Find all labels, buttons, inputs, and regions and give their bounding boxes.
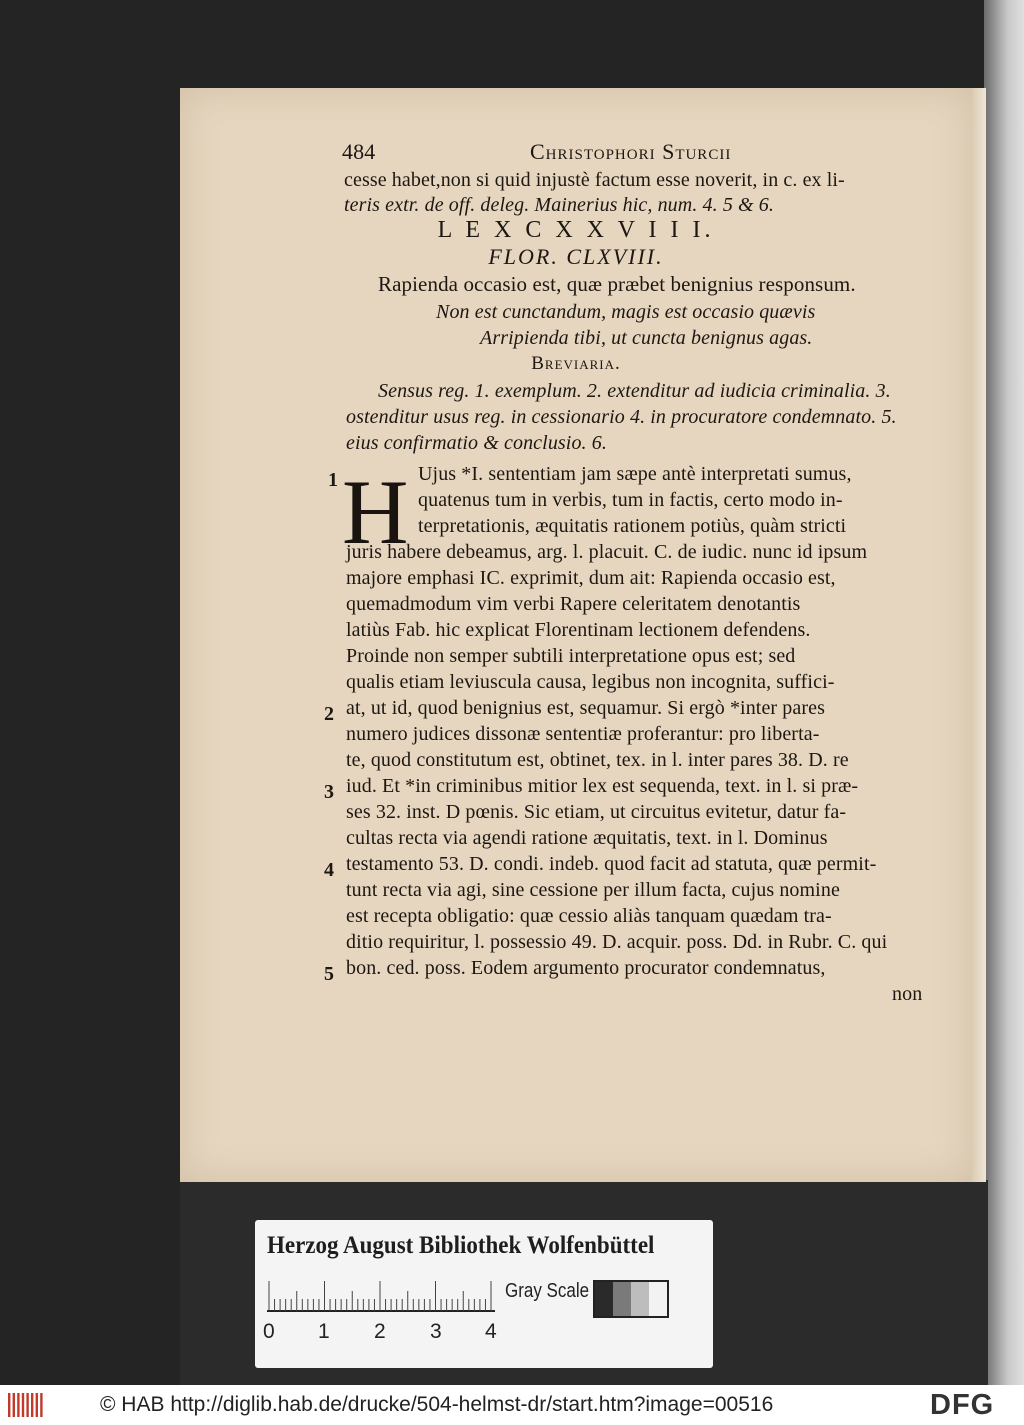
body-line: Proinde non semper subtili interpretatione opus est; sed: [346, 645, 796, 667]
body-line: iud. Et *in criminibus mitior lex est sequenda, text. in l. si præ-: [346, 775, 859, 797]
ruler-number: 2: [374, 1320, 386, 1343]
stripe: [31, 1393, 33, 1417]
page-text: [180, 88, 972, 1182]
gray-scale-swatch: [593, 1280, 669, 1318]
running-title: Christophori Sturcii: [530, 139, 732, 164]
ruler-number: 0: [263, 1320, 275, 1343]
body-line: quatenus tum in verbis, tum in factis, certo modo in-: [418, 489, 843, 511]
body-line: est recepta obligatio: quæ cessio aliàs tanquam quædam tra-: [346, 905, 832, 927]
body-line: tunt recta via agi, sine cessione per illum facta, cujus nomine: [346, 879, 840, 901]
body-line: latiùs Fab. hic explicat Florentinam lectionem defendens.: [346, 619, 811, 641]
body-line: at, ut id, quod benignius est, sequamur. Si ergò *inter pares: [346, 697, 825, 719]
dfg-logo: DFG: [930, 1389, 995, 1421]
flor-heading: FLOR. CLXVIII.: [488, 244, 664, 269]
ruler-number: 4: [485, 1320, 497, 1343]
catchword: non: [892, 983, 923, 1005]
breviaria-line: ostenditur usus reg. in cessionario 4. in procuratore condemnato. 5.: [346, 406, 897, 428]
body-line: testamento 53. D. condi. indeb. quod facit ad statuta, quæ permit-: [346, 853, 877, 875]
body-line: te, quod constitutum est, obtinet, tex. in l. inter pares 38. D. re: [346, 749, 849, 771]
rule-line: Rapienda occasio est, quæ præbet benignius responsum.: [378, 272, 856, 296]
body-line: majore emphasi IC. exprimit, dum ait: Rapienda occasio est,: [346, 567, 836, 589]
body-line: qualis etiam leviuscula causa, legibus non incognita, suffici-: [346, 671, 835, 693]
page-number: 484: [342, 139, 376, 164]
calibration-label: [255, 1220, 713, 1368]
text-line: teris extr. de off. deleg. Mainerius hic, num. 4. 5 & 6.: [344, 194, 774, 216]
breviaria-line: Sensus reg. 1. exemplum. 2. extenditur ad iudicia criminalia. 3.: [378, 380, 891, 402]
library-stripes-icon: [6, 1391, 46, 1419]
text-line: cesse habet,non si quid injustè factum esse noverit, in c. ex li-: [344, 169, 845, 191]
breviaria-heading: Breviaria.: [531, 353, 621, 374]
body-line: quemadmodum vim verbi Rapere celeritatem denotantis: [346, 593, 801, 615]
book-page: [180, 88, 972, 1182]
body-line: ses 32. inst. D pœnis. Sic etiam, ut circuitus evitetur, datur fa-: [346, 801, 847, 823]
body-line: numero judices dissonæ sententiæ proferantur: pro liberta-: [346, 723, 820, 745]
ruler-icon: [267, 1277, 497, 1317]
ruler-number: 1: [318, 1320, 330, 1343]
verse-line: Non est cunctandum, magis est occasio quævis: [436, 301, 816, 323]
gray-patch: [631, 1282, 649, 1316]
gray-scale-label: Gray Scale: [505, 1280, 590, 1302]
ruler-numbers: [263, 1320, 503, 1346]
stripe: [8, 1393, 10, 1417]
gray-patch: [649, 1282, 667, 1316]
stripe: [26, 1393, 28, 1417]
stripe: [36, 1393, 38, 1417]
scanner-strip: [984, 0, 1024, 1385]
body-line: juris habere debeamus, arg. l. placuit. C. de iudic. nunc id ipsum: [346, 541, 868, 563]
body-line: cultas recta via agendi ratione æquitatis, text. in l. Dominus: [346, 827, 828, 849]
stripe: [22, 1393, 24, 1417]
margin-number: 5: [324, 963, 334, 985]
stripe: [13, 1393, 15, 1417]
gray-patch: [613, 1282, 631, 1316]
lex-heading: L E X C X X V I I I.: [437, 217, 715, 243]
library-name: Herzog August Bibliothek Wolfenbüttel: [267, 1232, 655, 1259]
body-line: terpretationis, æquitatis rationem potiùs, quàm stricti: [418, 515, 847, 537]
breviaria-line: eius confirmatio & conclusio. 6.: [346, 432, 607, 454]
margin-number: 3: [324, 781, 334, 803]
page-edge: [970, 88, 986, 1182]
margin-number: 4: [324, 859, 334, 881]
initial-letter: H: [342, 461, 409, 563]
gray-patch: [595, 1282, 613, 1316]
stripe: [17, 1393, 19, 1417]
body-line: Ujus *I. sententiam jam sæpe antè interpretati sumus,: [418, 463, 852, 485]
verse-line: Arripienda tibi, ut cuncta benignus agas.: [480, 327, 813, 349]
stripe: [40, 1393, 42, 1417]
margin-number: 2: [324, 703, 334, 725]
footer-url[interactable]: © HAB http://diglib.hab.de/drucke/504-helmst-dr/start.htm?image=00516: [100, 1393, 774, 1416]
footer-bar: [0, 1385, 1024, 1425]
ruler-number: 3: [430, 1320, 442, 1343]
body-line: ditio requiritur, l. possessio 49. D. acquir. poss. Dd. in Rubr. C. qui: [346, 931, 888, 953]
body-line: bon. ced. poss. Eodem argumento procurator condemnatus,: [346, 957, 826, 979]
margin-number: 1: [328, 469, 338, 491]
